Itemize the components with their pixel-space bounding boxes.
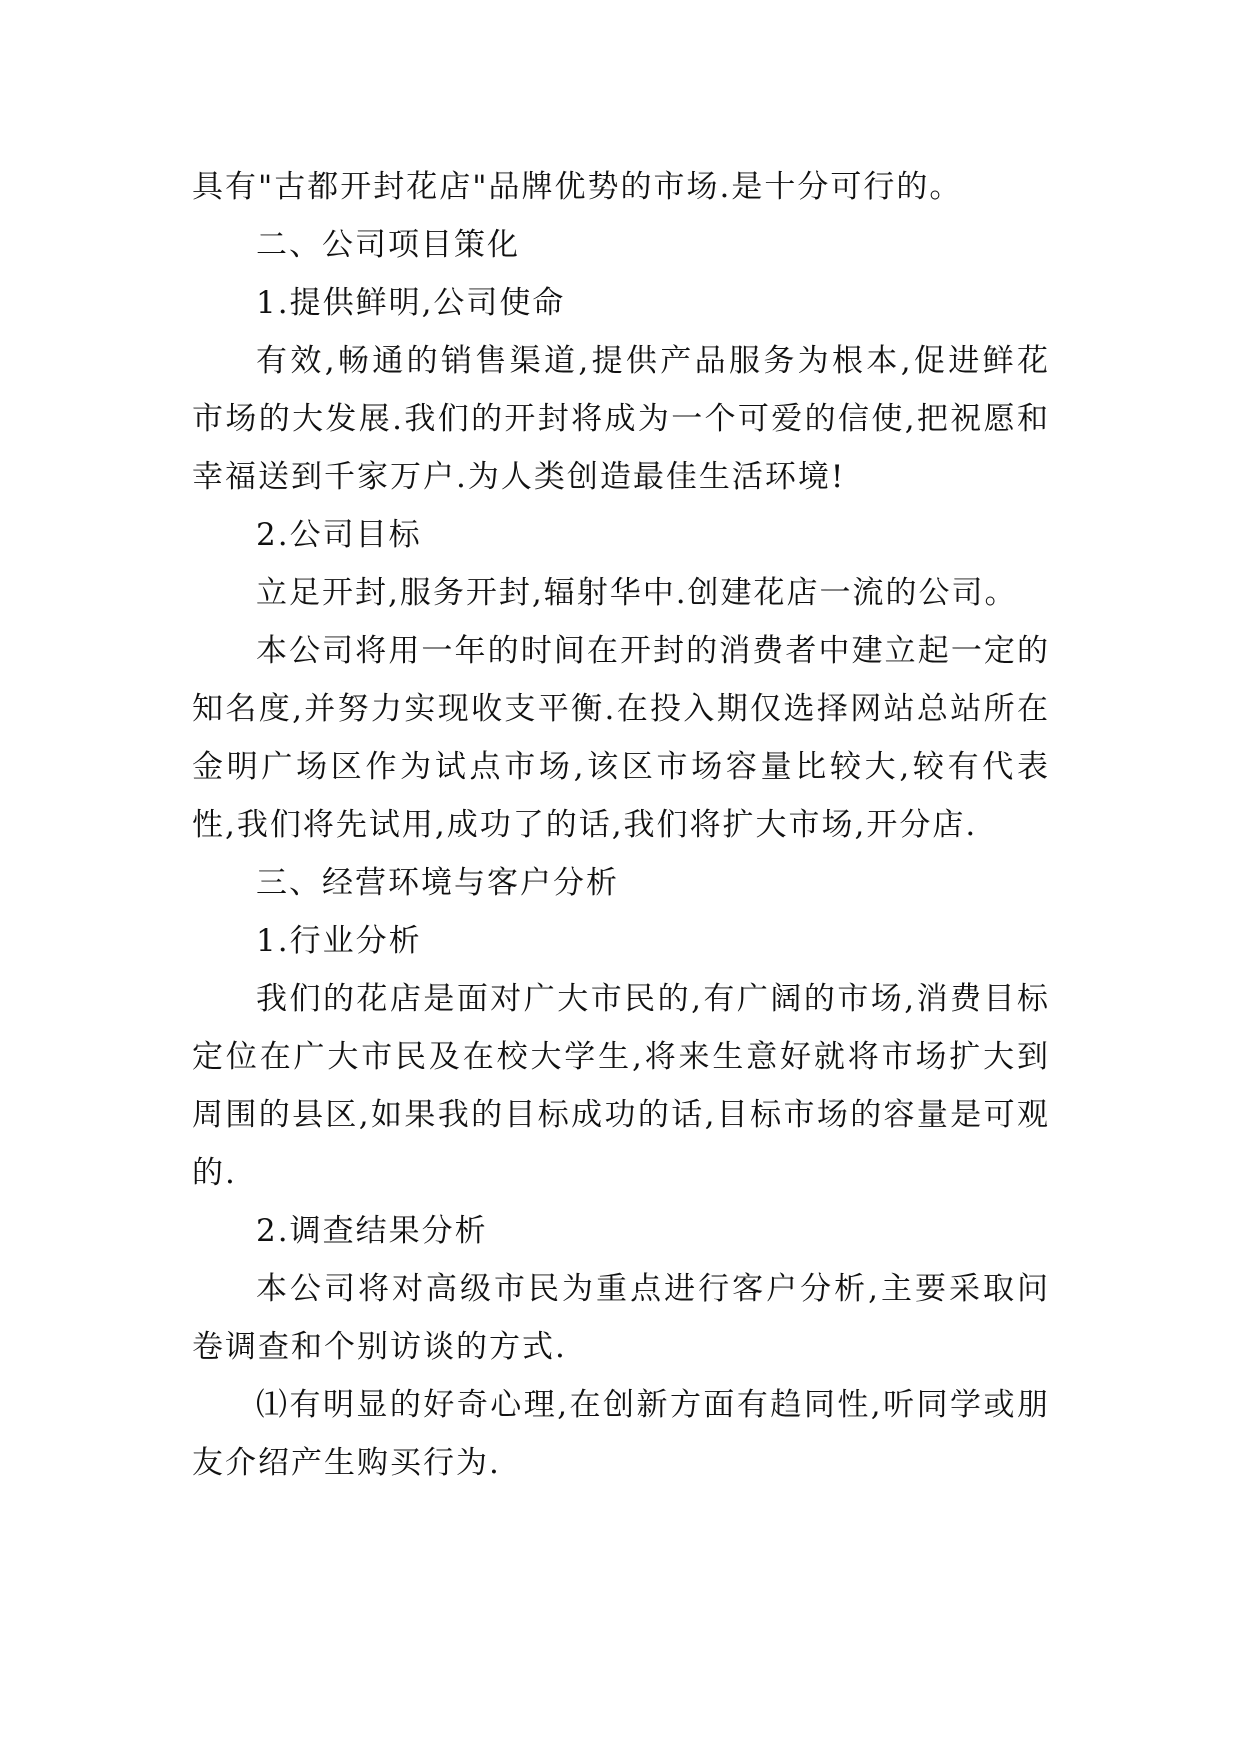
paragraph-goal: 立足开封,服务开封,辐射华中.创建花店一流的公司。 [256,575,1018,611]
subheading-company-goal: 2.公司目标 [256,517,422,553]
subheading-industry-analysis: 1.行业分析 [256,923,422,959]
paragraph-first-year-plan: 本公司将用一年的时间在开封的消费者中建立起一定的知名度,并努力实现收支平衡.在投入期仅选择网站总站所在金明广场区作为试点市场,该区市场容量比较大,较有代表性,我们将先试用,成功了的话,我们将扩大市场,开分店. [192,633,1050,843]
paragraph-survey-method: 本公司将对高级市民为重点进行客户分析,主要采取问卷调查和个别访谈的方式. [192,1271,1050,1365]
paragraph-intro-continuation: 具有"古都开封花店"品牌优势的市场.是十分可行的。 [192,169,963,205]
subheading-company-mission: 1.提供鲜明,公司使命 [256,285,566,321]
subheading-survey-analysis: 2.调查结果分析 [256,1213,488,1249]
section-heading-company-project: 二、公司项目策化 [256,227,520,263]
document-body [192,158,1050,1492]
section-heading-environment-analysis: 三、经营环境与客户分析 [256,865,619,901]
paragraph-mission: 有效,畅通的销售渠道,提供产品服务为根本,促进鲜花市场的大发展.我们的开封将成为一个可爱的信使,把祝愿和幸福送到千家万户.为人类创造最佳生活环境! [192,343,1050,495]
paragraph-industry-analysis: 我们的花店是面对广大市民的,有广阔的市场,消费目标定位在广大市民及在校大学生,将来生意好就将市场扩大到周围的县区,如果我的目标成功的话,目标市场的容量是可观的. [192,981,1050,1191]
paragraph-survey-finding-1: ⑴有明显的好奇心理,在创新方面有趋同性,听同学或朋友介绍产生购买行为. [192,1387,1050,1481]
